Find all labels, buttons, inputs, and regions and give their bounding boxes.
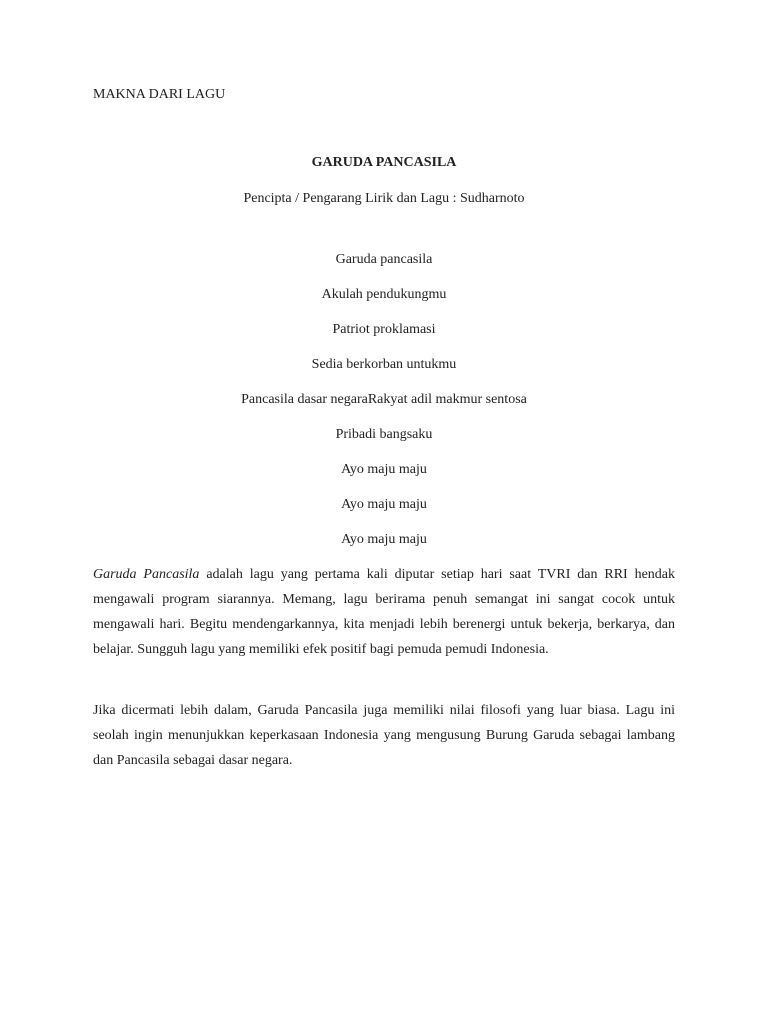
page-heading: MAKNA DARI LAGU xyxy=(93,87,226,102)
paragraph-1 xyxy=(93,562,675,662)
paragraph-2: Jika dicermati lebih dalam, Garuda Pancasila juga memiliki nilai filosofi yang luar biasa. Lagu ini seolah ingin menunjukkan keperkasaan Indonesia yang mengusung Burung Garuda sebagai lambang dan Pancasila sebagai dasar negara. xyxy=(93,703,675,768)
paragraph-1-italic-lead: Garuda Pancasila xyxy=(93,567,200,582)
lyric-line: Akulah pendukungmu xyxy=(321,287,447,302)
song-title: GARUDA PANCASILA xyxy=(311,155,457,170)
lyric-line: Sedia berkorban untukmu xyxy=(311,357,457,372)
lyric-line: Pancasila dasar negaraRakyat adil makmur sentosa xyxy=(241,392,527,407)
author-line: Pencipta / Pengarang Lirik dan Lagu : Sudharnoto xyxy=(243,191,525,206)
lyric-line: Garuda pancasila xyxy=(335,252,433,267)
lyric-line: Ayo maju maju xyxy=(341,497,427,512)
lyrics-list xyxy=(93,252,675,567)
lyric-line: Ayo maju maju xyxy=(341,462,427,477)
lyric-line: Pribadi bangsaku xyxy=(335,427,433,442)
lyric-line: Ayo maju maju xyxy=(341,532,427,547)
lyric-line: Patriot proklamasi xyxy=(332,322,436,337)
paragraph-1-body: adalah lagu yang pertama kali diputar setiap hari saat TVRI dan RRI hendak mengawali program siarannya. Memang, lagu berirama penuh semangat ini sangat cocok untuk mengawali hari. Begitu mendengarkannya, kita menjadi lebih berenergi untuk bekerja, berkarya, dan belajar. Sungguh lagu yang memiliki efek positif bagi pemuda pemudi Indonesia. xyxy=(93,567,675,657)
